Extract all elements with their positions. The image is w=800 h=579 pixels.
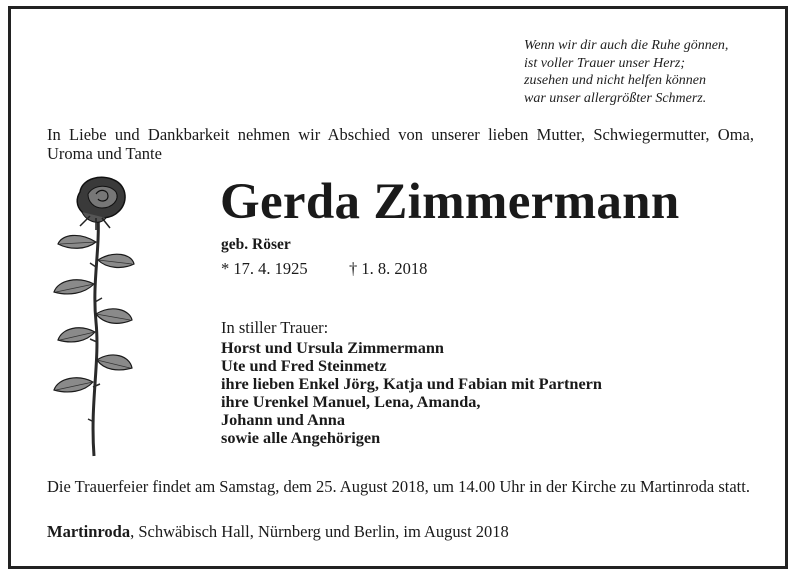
deceased-name: Gerda Zimmermann bbox=[220, 174, 680, 230]
intro-text: In Liebe und Dankbarkeit nehmen wir Abschied von unserer lieben Mutter, Schwiegermutter, Oma, Uroma und Tante bbox=[47, 125, 754, 163]
poem-line: zusehen und nicht helfen können bbox=[524, 73, 706, 89]
funeral-service-info: Die Trauerfeier findet am Samstag, dem 25. August 2018, um 14.00 Uhr in der Kirche zu Martinroda statt. bbox=[47, 477, 750, 496]
mourner-line: Ute und Fred Steinmetz bbox=[221, 355, 387, 375]
mourner-line: Horst und Ursula Zimmermann bbox=[221, 338, 444, 357]
rose-icon bbox=[40, 172, 140, 462]
maiden-name: geb. Röser bbox=[221, 236, 291, 253]
life-dates bbox=[221, 259, 428, 279]
poem-line: war unser allergrößter Schmerz. bbox=[524, 90, 707, 106]
closing-line bbox=[47, 522, 509, 542]
poem bbox=[524, 37, 728, 107]
death-date: † 1. 8. 2018 bbox=[349, 259, 428, 278]
poem-line: ist voller Trauer unser Herz; bbox=[524, 55, 685, 71]
poem-line: Wenn wir dir auch die Ruhe gönnen, bbox=[524, 38, 729, 53]
mourner-line: ihre lieben Enkel Jörg, Katja und Fabian mit Partnern bbox=[221, 373, 602, 393]
mourner-line: sowie alle Angehörigen bbox=[221, 427, 381, 447]
mourners-list bbox=[221, 339, 602, 446]
mourner-line: ihre Urenkel Manuel, Lena, Amanda, bbox=[221, 391, 481, 411]
birth-date: * 17. 4. 1925 bbox=[221, 259, 308, 278]
mourners-intro: In stiller Trauer: bbox=[221, 318, 329, 337]
closing-place: Martinroda bbox=[47, 522, 131, 541]
closing-rest: , Schwäbisch Hall, Nürnberg und Berlin, im August 2018 bbox=[130, 522, 509, 541]
mourner-line: Johann und Anna bbox=[221, 409, 346, 429]
